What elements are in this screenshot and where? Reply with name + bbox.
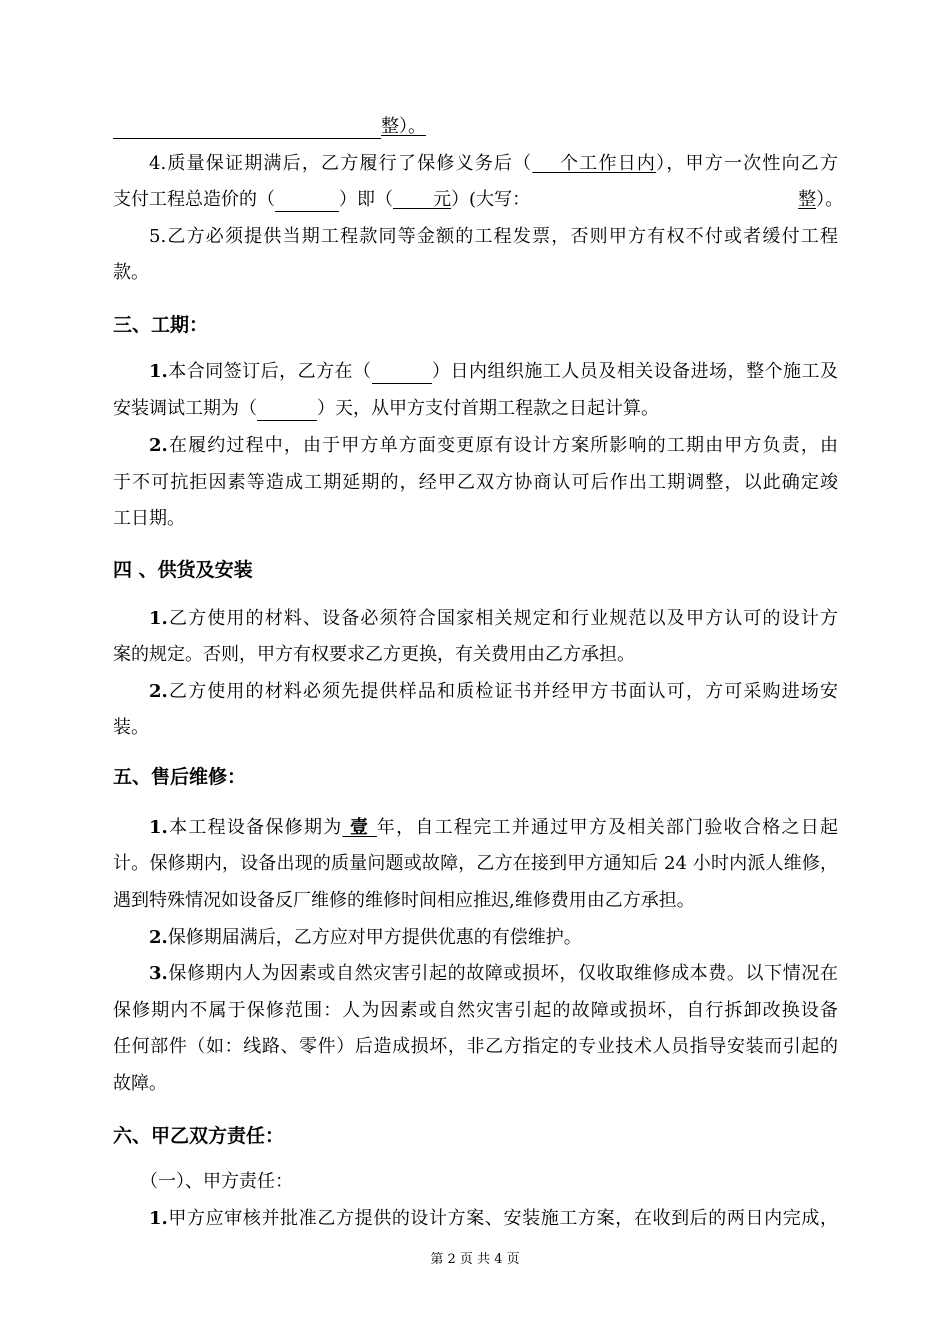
text: 在履约过程中，由于甲方单方面变更原有设计方案所影响的工期由甲方负责，由 [167, 435, 838, 456]
text: 整 [798, 189, 817, 210]
s5-clause-3-line-2: 保修期内不属于保修范围：人为因素或自然灾害引起的故障或损坏，自行拆卸改换设备 [113, 1000, 838, 1021]
page-number-footer: 第 2 页 共 4 页 [430, 1252, 520, 1267]
text: 本合同签订后，乙方在（ [167, 361, 372, 382]
section-heading-supply: 四 、供货及安装 [113, 559, 253, 581]
s4-clause-2-line-2: 装。 [113, 717, 149, 738]
clause-5-line-1: 5.乙方必须提供当期工程款同等金额的工程发票，否则甲方有权不付或者缓付工程 [149, 226, 838, 247]
text: 乙方使用的材料必须先提供样品和质检证书并经甲方书面认可，方可采购进场安 [167, 681, 838, 702]
text: 1. [149, 1208, 168, 1229]
amount-field [393, 189, 451, 210]
s3-clause-2-line-2: 于不可抗拒因素等造成工期延期的，经甲乙双方协商认可后作出工期调整，以此确定竣 [113, 472, 838, 493]
warranty-years-field [342, 817, 376, 838]
text: ）天，从甲方支付首期工程款之日起计算。 [317, 398, 659, 419]
clause-4-line-2 [113, 188, 844, 212]
text: 保修期届满后，乙方应对甲方提供优惠的有偿维护。 [167, 927, 582, 948]
text: ）(大写： [451, 189, 531, 210]
blank-field [257, 400, 317, 421]
s5-clause-2 [149, 926, 838, 950]
text: 2. [149, 927, 168, 948]
s5-clause-3-line-1 [149, 962, 838, 986]
amount-words-field [530, 189, 816, 210]
text: 2. [149, 435, 168, 456]
section-heading-responsibilities: 六、甲乙双方责任： [113, 1125, 285, 1147]
s4-clause-1-line-1 [149, 607, 838, 631]
text: ）日内组织施工人员及相关设备进场，整个施工及 [431, 361, 838, 382]
text: 1. [149, 361, 168, 382]
text: 年，自工程完工并通过甲方及相关部门验收合格之日起 [376, 817, 839, 838]
text: 乙方使用的材料、设备必须符合国家相关规定和行业规范以及甲方认可的设计方 [167, 608, 838, 629]
text: 支付工程总造价的（ [113, 189, 275, 210]
s6-clause-1-line-1 [149, 1207, 838, 1231]
s5-clause-1-line-2: 计。保修期内，设备出现的质量问题或故障，乙方在接到甲方通知后 24 小时内派人维修， [113, 853, 838, 874]
s5-clause-3-line-4: 故障。 [113, 1073, 167, 1094]
blank-field [372, 363, 432, 384]
text: 4.质量保证期满后，乙方履行了保修义务后（ [149, 153, 533, 174]
section-heading-after-sales: 五、售后维修： [113, 766, 247, 788]
text: 安装调试工期为（ [113, 398, 257, 419]
text: 壹 [350, 817, 370, 838]
text: 1. [149, 817, 168, 838]
text: 2. [149, 681, 168, 702]
s3-clause-1-line-1 [149, 360, 838, 384]
clause-5-line-2: 款。 [113, 262, 149, 283]
subsection-party-a: （一）、甲方责任： [140, 1171, 293, 1192]
text: 个工作日内 [560, 153, 657, 174]
s4-clause-1-line-2: 案的规定。否则，甲方有权要求乙方更换，有关费用由乙方承担。 [113, 644, 635, 665]
text: ）。 [816, 189, 844, 210]
s5-clause-1-line-3: 遇到特殊情况如设备反厂维修的维修时间相应推迟,维修费用由乙方承担。 [113, 890, 695, 911]
blank-field [275, 191, 339, 212]
text: ）即（ [339, 189, 393, 210]
section-heading-schedule: 三、工期： [113, 314, 209, 336]
text: 甲方应审核并批准乙方提供的设计方案、安装施工方案，在收到后的两日内完成， [167, 1208, 838, 1229]
text: 整）。 [381, 116, 426, 137]
s3-clause-2-line-1 [149, 434, 838, 458]
blank-field [113, 118, 381, 139]
s3-clause-1-line-2 [113, 397, 838, 421]
text: 本工程设备保修期为 [167, 817, 343, 838]
amount-line [113, 115, 838, 139]
s5-clause-1-line-1 [149, 816, 838, 840]
s4-clause-2-line-1 [149, 680, 838, 704]
s5-clause-3-line-3: 任何部件（如：线路、零件）后造成损坏，非乙方指定的专业技术人员指导安装而引起的 [113, 1036, 838, 1057]
s3-clause-2-line-3: 工日期。 [113, 508, 185, 529]
clause-4-line-1 [149, 152, 838, 176]
text: 保修期内人为因素或自然灾害引起的故障或损坏，仅收取维修成本费。以下情况在 [167, 963, 838, 984]
text: ），甲方一次性向乙方 [656, 153, 839, 174]
text: 元 [433, 189, 452, 210]
workdays-field [532, 153, 656, 174]
text: 1. [149, 608, 168, 629]
text: 3. [149, 963, 168, 984]
